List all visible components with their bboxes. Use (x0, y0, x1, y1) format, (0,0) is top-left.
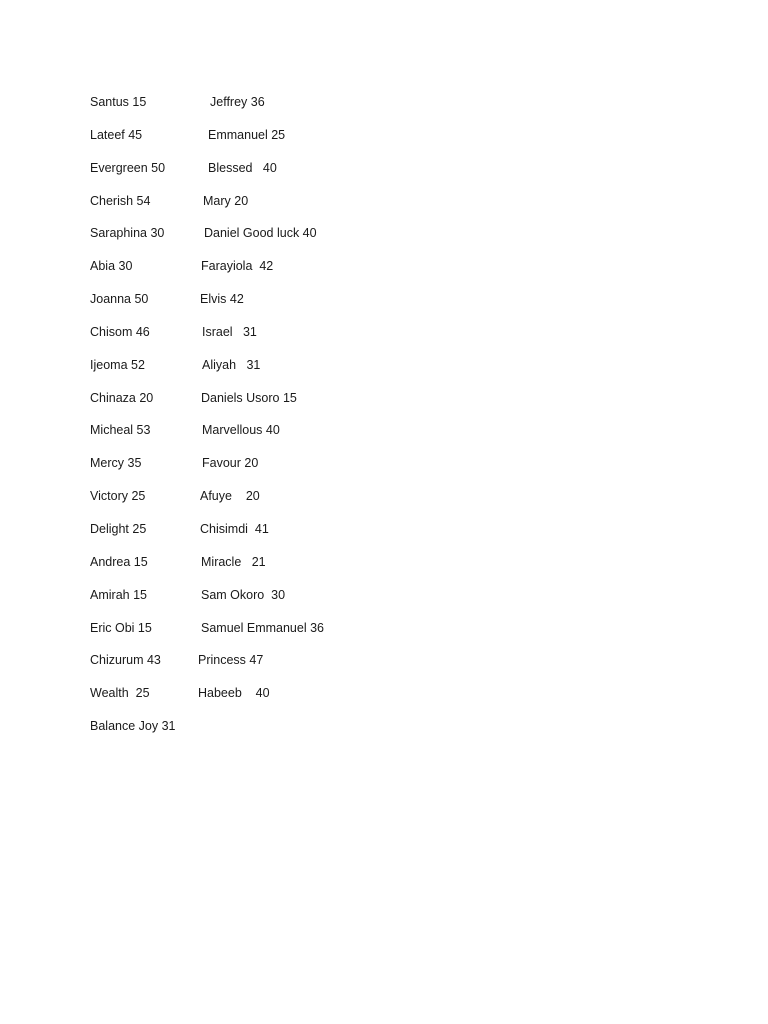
right-entry: Samuel Emmanuel 36 (201, 620, 324, 635)
list-row (90, 488, 510, 521)
right-entry: Farayiola 42 (201, 259, 274, 274)
right-entry: Jeffrey 36 (210, 95, 265, 109)
right-entry: Princess 47 (198, 653, 264, 668)
right-entry: Blessed 40 (208, 160, 277, 175)
list-row (90, 94, 510, 127)
list-row (90, 127, 510, 160)
left-entry: Balance Joy 31 (90, 719, 176, 734)
list-row (90, 258, 510, 291)
left-entry: Abia 30 (90, 259, 133, 274)
left-entry: Chisom 46 (90, 324, 150, 339)
right-entry: Israel 31 (202, 324, 257, 339)
right-entry: Daniels Usoro 15 (201, 390, 297, 405)
right-entry: Aliyah 31 (202, 357, 261, 372)
list-row (90, 422, 510, 455)
list-row (90, 357, 510, 390)
list-row (90, 587, 510, 620)
left-entry: Santus 15 (90, 95, 147, 109)
list-row (90, 620, 510, 653)
right-entry: Favour 20 (202, 456, 259, 471)
left-entry: Cherish 54 (90, 193, 151, 208)
list-row (90, 390, 510, 423)
left-entry: Chizurum 43 (90, 653, 161, 668)
left-entry: Joanna 50 (90, 292, 149, 307)
right-entry: Sam Okoro 30 (201, 587, 286, 602)
left-entry: Eric Obi 15 (90, 620, 152, 635)
right-entry: Mary 20 (203, 193, 249, 208)
right-entry: Elvis 42 (200, 292, 244, 307)
left-entry: Chinaza 20 (90, 390, 154, 405)
right-entry: Marvellous 40 (202, 423, 280, 438)
left-entry: Mercy 35 (90, 456, 142, 471)
left-entry: Delight 25 (90, 521, 147, 536)
left-entry: Evergreen 50 (90, 160, 166, 175)
right-entry: Chisimdi 41 (200, 521, 269, 536)
right-entry: Afuye 20 (200, 489, 260, 504)
right-entry: Habeeb 40 (198, 686, 270, 701)
list-row (90, 291, 510, 324)
list-row (90, 718, 510, 751)
list-row (90, 225, 510, 258)
left-entry: Micheal 53 (90, 423, 151, 438)
list-row (90, 455, 510, 488)
left-entry: Andrea 15 (90, 554, 148, 569)
list-row (90, 521, 510, 554)
list-row (90, 652, 510, 685)
name-list (90, 94, 510, 751)
right-entry: Emmanuel 25 (208, 127, 286, 142)
list-row (90, 160, 510, 193)
left-entry: Ijeoma 52 (90, 357, 145, 372)
right-entry: Miracle 21 (201, 554, 266, 569)
left-entry: Amirah 15 (90, 587, 147, 602)
left-entry: Wealth 25 (90, 686, 150, 701)
list-row (90, 193, 510, 226)
left-entry: Victory 25 (90, 489, 146, 504)
list-row (90, 554, 510, 587)
left-entry: Lateef 45 (90, 127, 143, 142)
list-row (90, 685, 510, 718)
list-row (90, 324, 510, 357)
right-entry: Daniel Good luck 40 (204, 226, 317, 241)
left-entry: Saraphina 30 (90, 226, 165, 241)
